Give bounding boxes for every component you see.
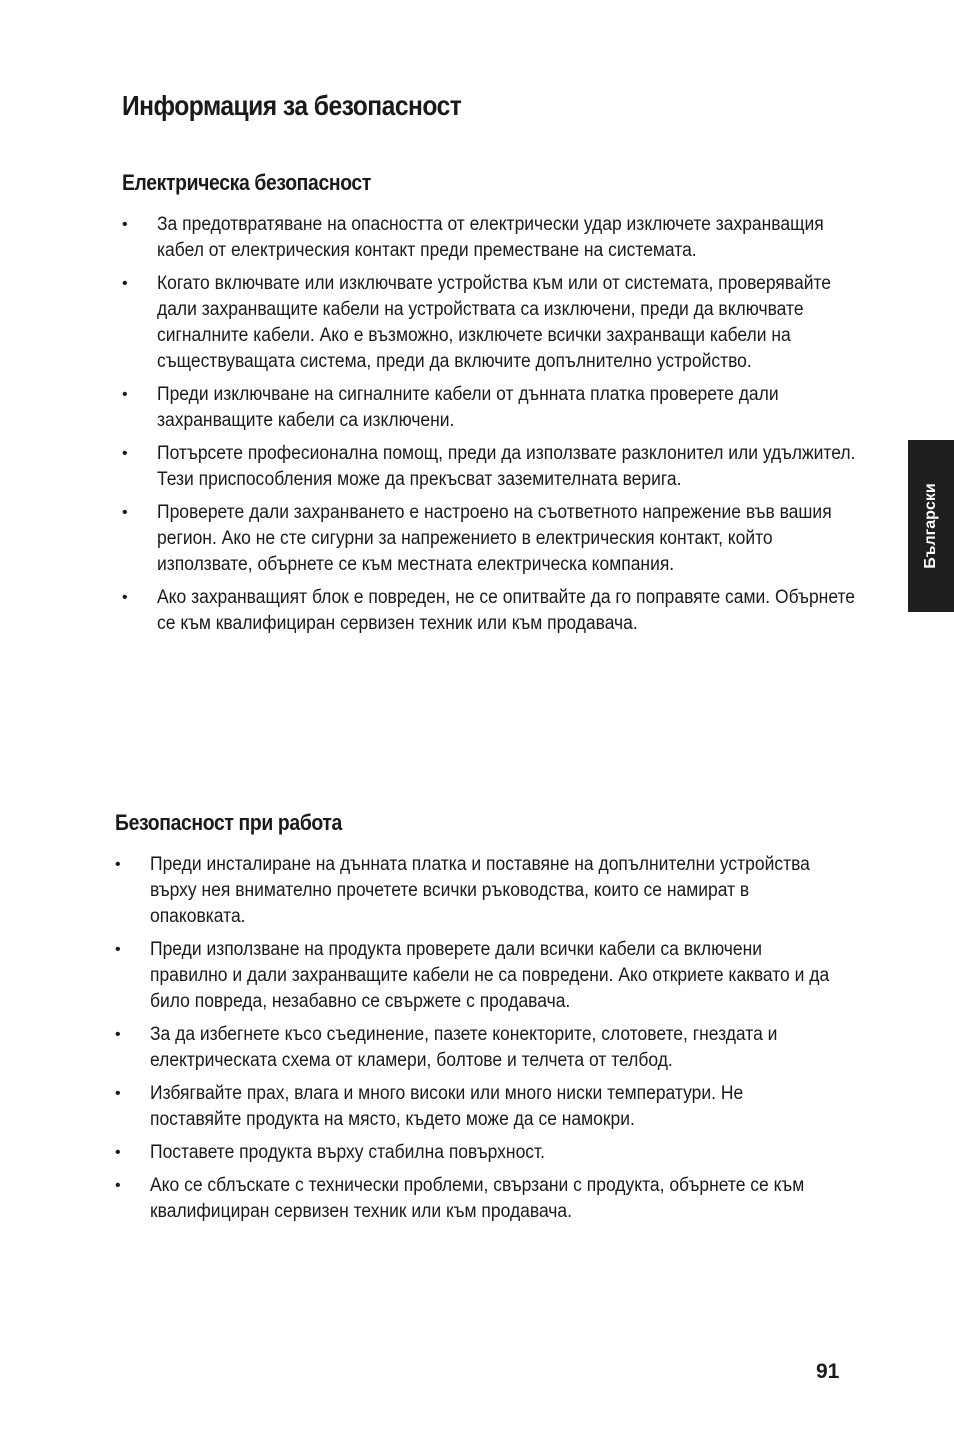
bullet-icon: • [115, 1144, 121, 1161]
list-item: • Преди използване на продукта проверете дали всички кабели са включени правилно и дали захранващите кабели не са повредени. Ако откриете каквато и да било повреда, незабавно се свържете с продавача. [115, 939, 830, 1012]
list-item: • Проверете дали захранването е настроено на съответното напрежение във вашия регион. Ако не сте сигурни за напрежението в електрическия контакт, който използвате, обърнете се към местната електрическа компания. [122, 502, 832, 575]
bullet-icon: • [122, 504, 128, 521]
bullet-icon: • [122, 445, 128, 462]
bullet-icon: • [122, 216, 128, 233]
list-item: • Когато включвате или изключвате устройства към или от системата, проверявайте дали захранващите кабели на устройствата са изключени, преди да включвате сигналните кабели. Ако е възможно, изключете всички захранващи кабели на съществуващата система, преди да включите допълнително устройство. [122, 273, 832, 372]
bullet-icon: • [122, 589, 128, 606]
page-number: 91 [816, 1360, 840, 1383]
language-tab-label: Български [922, 483, 939, 569]
list-item: • Поставете продукта върху стабилна повърхност. [115, 1140, 845, 1166]
operation-safety-heading: Безопасност при работа [115, 810, 342, 835]
electrical-safety-list [122, 212, 856, 637]
electrical-safety-section [122, 168, 856, 644]
operation-safety-list [115, 852, 845, 1225]
bullet-icon: • [115, 1026, 121, 1043]
language-tab [908, 440, 954, 612]
bullet-icon: • [115, 856, 121, 873]
list-item: • Потърсете професионална помощ, преди да използвате разклонител или удължител. Тези приспособления може да прекъсват заземителната верига. [122, 443, 856, 490]
list-item: • За да избегнете късо съединение, пазете конекторите, слотовете, гнездата и електрическата схема от кламери, болтове и телчета от телбод. [115, 1024, 778, 1071]
bullet-icon: • [122, 386, 128, 403]
electrical-safety-heading: Електрическа безопасност [122, 170, 371, 195]
list-item: • Ако захранващият блок е повреден, не се опитвайте да го поправяте сами. Обърнете се към квалифициран сервизен техник или към продавача. [122, 587, 856, 634]
bullet-icon: • [115, 941, 121, 958]
page-title: Информация за безопасност [122, 90, 462, 121]
list-item: • Преди инсталиране на дънната платка и поставяне на допълнителни устройства върху нея внимателно прочетете всички ръководства, които се намират в опаковката. [115, 854, 810, 927]
list-item: • Ако се сблъскате с технически проблеми, свързани с продукта, обърнете се към квалифициран сервизен техник или към продавача. [115, 1175, 805, 1222]
list-item: • За предотвратяване на опасността от електрически удар изключете захранващия кабел от електрическия контакт преди преместване на системата. [122, 214, 824, 261]
list-item: • Избягвайте прах, влага и много високи или много ниски температури. Не поставяйте продукта на място, където може да се намокри. [115, 1083, 744, 1130]
bullet-icon: • [122, 275, 128, 292]
operation-safety-section [115, 808, 845, 1232]
list-item: • Преди изключване на сигналните кабели от дънната платка проверете дали захранващите кабели са изключени. [122, 384, 779, 431]
bullet-icon: • [115, 1177, 121, 1194]
bullet-icon: • [115, 1085, 121, 1102]
